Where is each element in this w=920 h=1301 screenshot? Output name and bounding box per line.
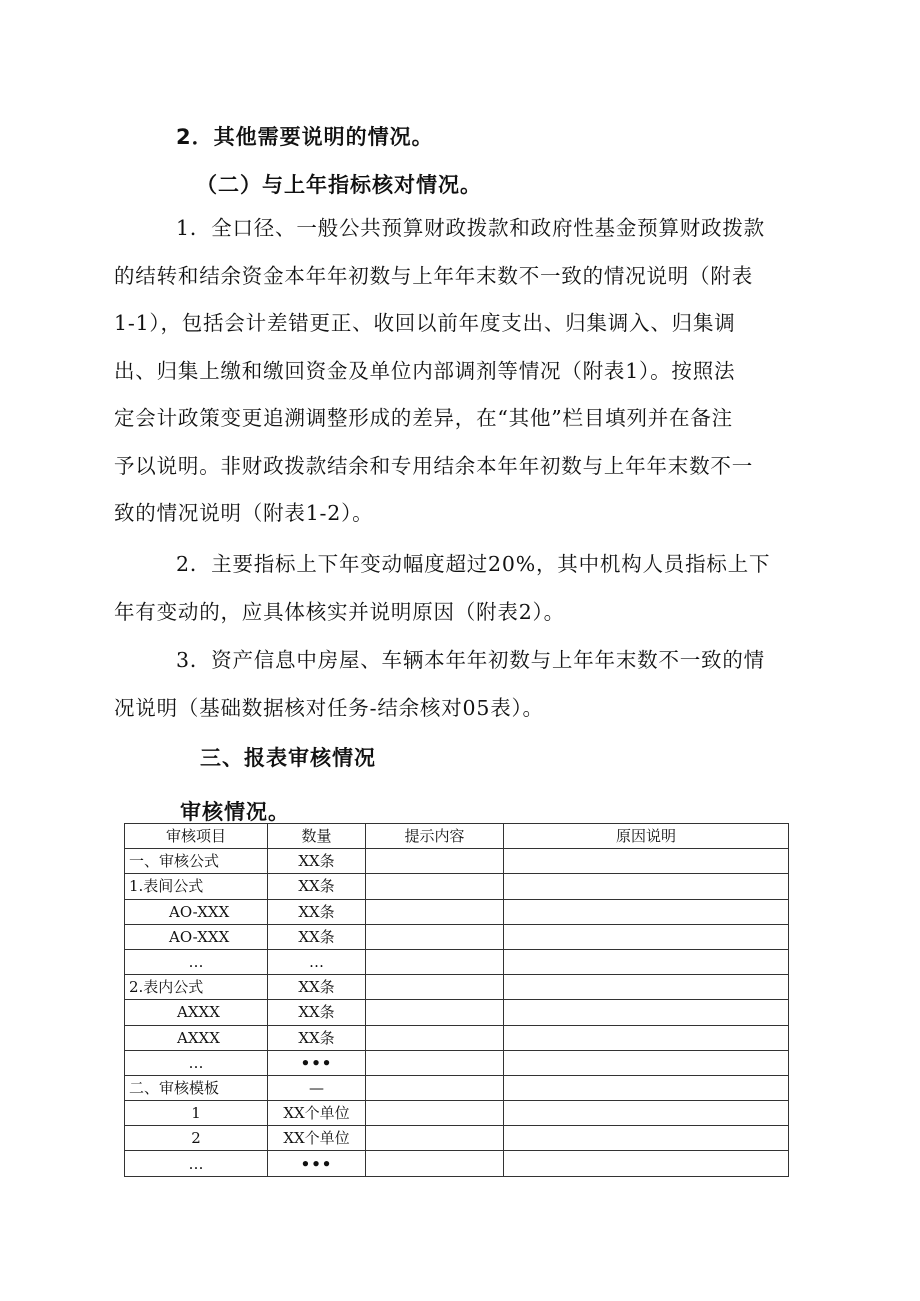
- cell-item: AXXX: [125, 1025, 268, 1050]
- cell-reason: [504, 1050, 789, 1075]
- cell-hint: [366, 1151, 504, 1176]
- cell-reason: [504, 1025, 789, 1050]
- table-row: [125, 874, 789, 899]
- paragraph-2-line: 2．主要指标上下年变动幅度超过20%，其中机构人员指标上下: [176, 552, 771, 576]
- table-row: [125, 899, 789, 924]
- paragraph-1-line: 出、归集上缴和缴回资金及单位内部调剂等情况（附表1）。按照法: [114, 358, 736, 383]
- cell-hint: [366, 949, 504, 974]
- cell-item: …: [125, 949, 268, 974]
- cell-reason: [504, 924, 789, 949]
- cell-reason: [504, 1075, 789, 1100]
- paragraph-1: [114, 205, 804, 538]
- table-header-row: [125, 824, 789, 849]
- cell-hint: [366, 849, 504, 874]
- cell-item: 二、审核模板: [125, 1075, 268, 1100]
- cell-count: XX条: [268, 849, 366, 874]
- paragraph-3-line: 3．资产信息中房屋、车辆本年年初数与上年年末数不一致的情: [176, 648, 765, 672]
- paragraph-1-line: 的结转和结余资金本年年初数与上年年末数不一致的情况说明（附表: [114, 263, 753, 288]
- cell-hint: [366, 1126, 504, 1151]
- cell-count: XX条: [268, 1000, 366, 1025]
- table-row: [125, 1151, 789, 1176]
- cell-hint: [366, 1101, 504, 1126]
- table-row: [125, 1126, 789, 1151]
- paragraph-3: [114, 637, 804, 732]
- cell-reason: [504, 849, 789, 874]
- column-header-reason: 原因说明: [504, 824, 789, 849]
- cell-hint: [366, 1025, 504, 1050]
- cell-item: 2.表内公式: [125, 975, 268, 1000]
- cell-reason: [504, 949, 789, 974]
- cell-count: XX个单位: [268, 1126, 366, 1151]
- paragraph-3-line: 况说明（基础数据核对任务-结余核对05表）。: [114, 695, 544, 720]
- heading-section-2: （二）与上年指标核对情况。: [196, 173, 482, 197]
- cell-item: 一、审核公式: [125, 849, 268, 874]
- table-row: [125, 1025, 789, 1050]
- cell-count: •••: [268, 1151, 366, 1176]
- paragraph-1-line: 1．全口径、一般公共预算财政拨款和政府性基金预算财政拨款: [176, 216, 765, 240]
- paragraph-1-line: 定会计政策变更追溯调整形成的差异，在“其他”栏目填列并在备注: [114, 406, 733, 430]
- cell-count: XX条: [268, 874, 366, 899]
- paragraph-2: [114, 541, 804, 636]
- cell-count: XX个单位: [268, 1101, 366, 1126]
- cell-count: XX条: [268, 924, 366, 949]
- table-row: [125, 849, 789, 874]
- table-row: [125, 924, 789, 949]
- cell-reason: [504, 975, 789, 1000]
- cell-hint: [366, 874, 504, 899]
- cell-hint: [366, 975, 504, 1000]
- column-header-hint: 提示内容: [366, 824, 504, 849]
- cell-hint: [366, 899, 504, 924]
- cell-hint: [366, 1000, 504, 1025]
- paragraph-1-line: 予以说明。非财政拨款结余和专用结余本年年初数与上年年末数不一: [114, 453, 753, 478]
- cell-count: —: [268, 1075, 366, 1100]
- cell-reason: [504, 874, 789, 899]
- cell-item: 1: [125, 1101, 268, 1126]
- paragraph-1-line: 致的情况说明（附表1-2）。: [114, 501, 374, 525]
- table-row: [125, 1101, 789, 1126]
- cell-count: …: [268, 949, 366, 974]
- cell-reason: [504, 1101, 789, 1126]
- cell-item: 2: [125, 1126, 268, 1151]
- cell-count: XX条: [268, 899, 366, 924]
- table-row: [125, 949, 789, 974]
- cell-reason: [504, 1151, 789, 1176]
- paragraph-1-line: 1-1），包括会计差错更正、收回以前年度支出、归集调入、归集调: [114, 311, 736, 335]
- cell-item: …: [125, 1050, 268, 1075]
- paragraph-2-line: 年有变动的，应具体核实并说明原因（附表2）。: [114, 599, 565, 624]
- cell-item: AXXX: [125, 1000, 268, 1025]
- cell-count: •••: [268, 1050, 366, 1075]
- column-header-count: 数量: [268, 824, 366, 849]
- cell-reason: [504, 899, 789, 924]
- cell-item: AO-XXX: [125, 899, 268, 924]
- heading-other-matters: 2．其他需要说明的情况。: [176, 125, 434, 149]
- cell-reason: [504, 1000, 789, 1025]
- cell-item: 1.表间公式: [125, 874, 268, 899]
- cell-hint: [366, 1075, 504, 1100]
- cell-count: XX条: [268, 975, 366, 1000]
- heading-section-3: 三、报表审核情况: [200, 746, 376, 770]
- column-header-item: 审核项目: [125, 824, 268, 849]
- cell-item: AO-XXX: [125, 924, 268, 949]
- cell-hint: [366, 924, 504, 949]
- table-caption: 审核情况。: [180, 800, 290, 824]
- table-row: [125, 1075, 789, 1100]
- cell-hint: [366, 1050, 504, 1075]
- cell-count: XX条: [268, 1025, 366, 1050]
- table-row: [125, 975, 789, 1000]
- audit-table: [124, 823, 789, 1177]
- cell-item: …: [125, 1151, 268, 1176]
- table-row: [125, 1050, 789, 1075]
- cell-reason: [504, 1126, 789, 1151]
- table-row: [125, 1000, 789, 1025]
